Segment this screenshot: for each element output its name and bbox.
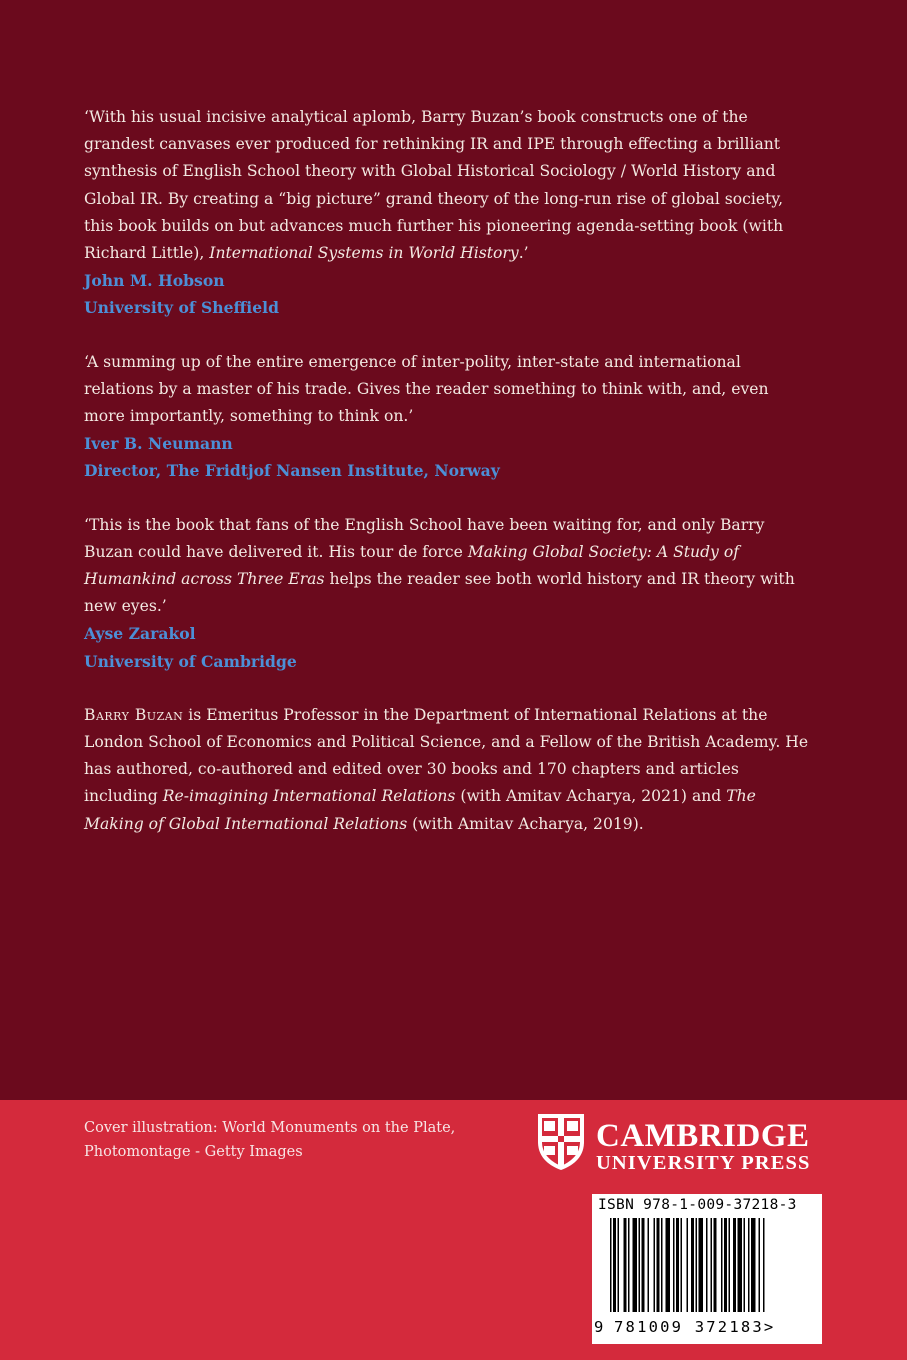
- barcode-bar: [751, 1218, 756, 1312]
- blurb-author-name: John M. Hobson: [84, 271, 225, 291]
- barcode-bar: [639, 1218, 641, 1312]
- back-cover-text: [84, 104, 812, 838]
- bio-author-name: Barry Buzan: [84, 705, 184, 724]
- barcode-bar: [714, 1218, 717, 1312]
- barcode-bar: [687, 1218, 689, 1312]
- barcode-bar: [613, 1218, 616, 1312]
- publisher-subname: UNIVERSITY PRESS: [596, 1152, 811, 1174]
- barcode-bar: [733, 1218, 736, 1312]
- blurb-author-affiliation: University of Cambridge: [84, 651, 297, 671]
- barcode-bar: [729, 1218, 731, 1312]
- barcode-bar: [681, 1218, 683, 1312]
- barcode-bar: [724, 1218, 727, 1312]
- barcode-bar: [738, 1218, 743, 1312]
- blurb-author-affiliation: University of Sheffield: [84, 298, 279, 318]
- publisher-name: CAMBRIDGE: [596, 1118, 810, 1154]
- isbn-barcode: [592, 1194, 822, 1344]
- barcode-bar: [706, 1218, 708, 1312]
- barcode-bar: [654, 1218, 656, 1312]
- blurb-author-affiliation: Director, The Fridtjof Nansen Institute, Norway: [84, 461, 500, 481]
- cover-credit: Cover illustration: World Monuments on the Plate, Photomontage - Getty Images: [84, 1120, 456, 1160]
- barcode-bar: [721, 1218, 723, 1312]
- blurb-author-name: Ayse Zarakol: [84, 624, 196, 644]
- barcode-bar: [699, 1218, 704, 1312]
- barcode-bar: [673, 1218, 675, 1312]
- barcode-bar: [648, 1218, 650, 1312]
- blurb-quote: ‘A summing up of the entire emergence of inter-polity, inter-state and international relations by a master of his trade. Gives the reader something to think with, and, even more importantly, something to think on.’: [84, 352, 769, 426]
- ean-digits: 781009 372183>: [614, 1318, 776, 1336]
- barcode-bar: [628, 1218, 630, 1312]
- barcode-bar: [744, 1218, 746, 1312]
- barcode-bar: [759, 1218, 761, 1312]
- barcode-bar: [676, 1218, 679, 1312]
- barcode-bar: [633, 1218, 638, 1312]
- ean-first-digit: 9: [594, 1318, 604, 1336]
- isbn-number: ISBN 978-1-009-37218-3: [598, 1197, 797, 1213]
- barcode-bar: [661, 1218, 663, 1312]
- barcode-bar: [748, 1218, 750, 1312]
- footer-band: [0, 1100, 907, 1360]
- blurb-quote: ‘This is the book that fans of the English School have been waiting for, and only Barry Buzan could have delivered it. His tour de force Making Global Society: A Study of Humankind across Three Eras helps the reader see both world history and IR theory with new eyes.’: [84, 515, 795, 616]
- barcode-bar: [666, 1218, 671, 1312]
- barcode-bars: [600, 1218, 814, 1316]
- barcode-bar: [624, 1218, 627, 1312]
- barcode-bar: [696, 1218, 698, 1312]
- barcode-bar: [618, 1218, 620, 1312]
- cambridge-shield-icon: [536, 1112, 586, 1172]
- publisher-logo: [536, 1112, 836, 1176]
- author-bio: Barry Buzan is Emeritus Professor in the Department of International Relations at the London School of Economics and Political Science, and a Fellow of the British Academy. He has authored, co-authored and edited over 30 books and 170 chapters and articles including Re-imagining International Relations (with Amitav Acharya, 2021) and The Making of Global International Relations (with Amitav Acharya, 2019).: [84, 705, 809, 833]
- barcode-bar: [763, 1218, 765, 1312]
- blurb-hobson: [84, 104, 812, 322]
- barcode-bar: [610, 1218, 612, 1312]
- blurb-author-name: Iver B. Neumann: [84, 434, 233, 454]
- barcode-bar: [657, 1218, 660, 1312]
- blurb-neumann: [84, 349, 812, 485]
- barcode-bar: [642, 1218, 645, 1312]
- barcode-bar: [711, 1218, 713, 1312]
- barcode-bar: [691, 1218, 694, 1312]
- blurb-zarakol: [84, 512, 812, 675]
- blurb-quote: ‘With his usual incisive analytical aplomb, Barry Buzan’s book constructs one of the grandest canvases ever produced for rethinking IR and IPE through effecting a brilliant synthesis of English School theory with Global Historical Sociology / World History and Global IR. By creating a “big picture” grand theory of the long-run rise of global society, this book builds on but advances much further his pioneering agenda-setting book (with Richard Little), International Systems in World History.’: [84, 108, 784, 263]
